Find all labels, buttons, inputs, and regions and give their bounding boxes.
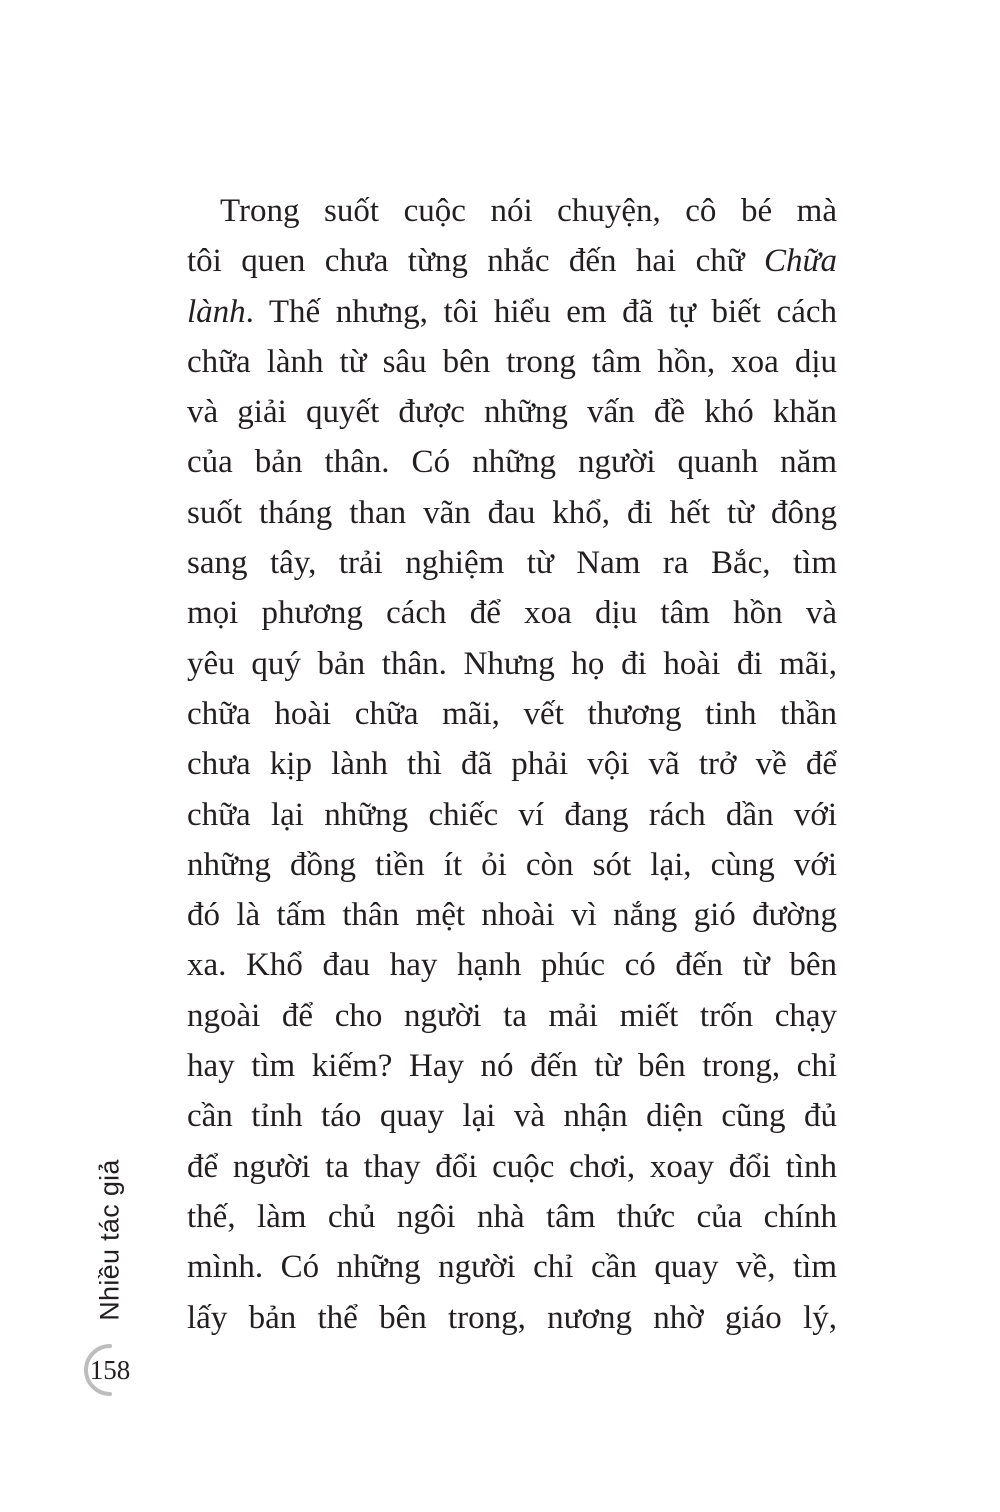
text-line: chữa hoài chữa mãi, vết thương tinh thần: [187, 695, 837, 732]
text-line: ngoài để cho người ta mải miết trốn chạy: [187, 997, 837, 1034]
text-line: và giải quyết được những vấn đề khó khăn: [187, 394, 837, 431]
text-line: yêu quý bản thân. Nhưng họ đi hoài đi mãi,: [187, 645, 837, 682]
text-line: của bản thân. Có những người quanh năm: [187, 444, 837, 481]
text-line: xa. Khổ đau hay hạnh phúc có đến từ bên: [187, 947, 837, 984]
running-head-label: Nhiều tác giả: [94, 1159, 125, 1321]
text-line: mọi phương cách để xoa dịu tâm hồn và: [187, 595, 837, 632]
body-text: [187, 186, 837, 1343]
text-line: tôi quen chưa từng nhắc đến hai chữ Chữa: [187, 243, 837, 280]
text-line: sang tây, trải nghiệm từ Nam ra Bắc, tìm: [187, 545, 837, 582]
page-number-badge: [80, 1342, 136, 1398]
text-line: những đồng tiền ít ỏi còn sót lại, cùng với: [187, 846, 837, 883]
text-line: lấy bản thể bên trong, nương nhờ giáo lý,: [187, 1299, 837, 1336]
text-line: đó là tấm thân mệt nhoài vì nắng gió đường: [187, 897, 837, 934]
running-head: [80, 1150, 140, 1330]
text-line: hay tìm kiếm? Hay nó đến từ bên trong, chỉ: [187, 1048, 837, 1085]
text-line: suốt tháng than vãn đau khổ, đi hết từ đông: [187, 494, 837, 531]
text-line: lành. Thế nhưng, tôi hiểu em đã tự biết cách: [187, 293, 837, 330]
text-line: cần tỉnh táo quay lại và nhận diện cũng đủ: [187, 1098, 837, 1135]
italic-term: lành: [187, 293, 246, 330]
text-line: Trong suốt cuộc nói chuyện, cô bé mà: [220, 193, 837, 229]
text-line: để người ta thay đổi cuộc chơi, xoay đổi tình: [187, 1148, 837, 1185]
text-line: chưa kịp lành thì đã phải vội vã trở về để: [187, 746, 837, 783]
text-line: mình. Có những người chỉ cần quay về, tìm: [187, 1249, 837, 1286]
text-line: chữa lại những chiếc ví đang rách dần với: [187, 796, 837, 833]
italic-term: Chữa: [763, 243, 837, 280]
text-line: chữa lành từ sâu bên trong tâm hồn, xoa dịu: [187, 343, 837, 380]
text-line: thế, làm chủ ngôi nhà tâm thức của chính: [187, 1198, 837, 1235]
page-number: 158: [89, 1355, 131, 1385]
